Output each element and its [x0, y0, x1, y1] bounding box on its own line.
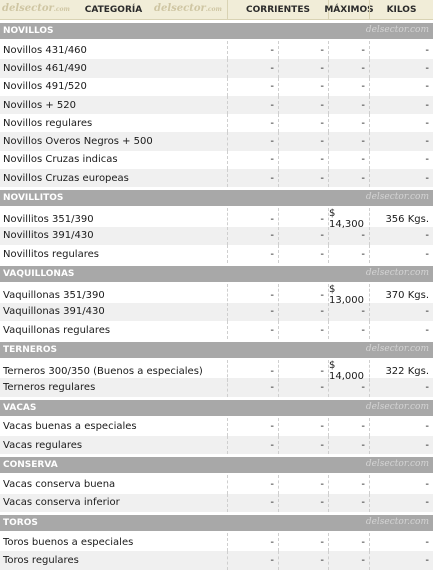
cell-maximos: - — [328, 41, 369, 59]
cell-kilos: - — [369, 114, 433, 132]
cell-categoria: Vaquillonas 391/430 — [3, 306, 105, 318]
cell-maximos: $ 13,000 — [328, 284, 369, 306]
cell-kilos: - — [369, 378, 433, 396]
cell-corrientes-1: - — [227, 303, 278, 321]
section-watermark: delsector.com — [365, 401, 429, 412]
cell-maximos: - — [328, 245, 369, 263]
table-row — [0, 245, 433, 263]
cell-maximos: - — [328, 533, 369, 551]
cell-corrientes-2: - — [278, 303, 328, 321]
cell-maximos: - — [328, 132, 369, 150]
cell-kilos: - — [369, 132, 433, 150]
section-title: VACAS — [3, 402, 37, 413]
cell-maximos: - — [328, 551, 369, 569]
table-row — [0, 533, 433, 551]
section-title: TOROS — [3, 517, 38, 528]
table-row — [0, 59, 433, 77]
section-title: NOVILLOS — [3, 26, 54, 36]
cell-corrientes-1: - — [227, 245, 278, 263]
cell-kilos: - — [369, 227, 433, 245]
section-header — [0, 266, 433, 282]
cell-corrientes-2: - — [278, 475, 328, 493]
cell-kilos: 356 Kgs. — [369, 208, 433, 230]
cell-corrientes-2: - — [278, 418, 328, 436]
header-maximos: MÁXIMOS — [328, 0, 369, 19]
cell-corrientes-1: - — [227, 227, 278, 245]
cell-corrientes-2: - — [278, 494, 328, 512]
cell-maximos: - — [328, 418, 369, 436]
cell-categoria: Toros buenos a especiales — [3, 536, 134, 548]
section-watermark: delsector.com — [365, 25, 429, 35]
section-header — [0, 190, 433, 206]
cell-corrientes-1: - — [227, 41, 278, 59]
cell-categoria: Novillos Overos Negros + 500 — [3, 136, 153, 148]
cell-kilos: - — [369, 321, 433, 339]
cell-corrientes-2: - — [278, 360, 328, 382]
cell-categoria: Novillos 431/460 — [3, 44, 87, 56]
cell-maximos: - — [328, 59, 369, 77]
table-row — [0, 475, 433, 493]
table-header — [0, 0, 433, 20]
section-watermark: delsector.com — [365, 516, 429, 527]
table-row — [0, 96, 433, 114]
cell-corrientes-1: - — [227, 378, 278, 396]
cell-kilos: - — [369, 41, 433, 59]
table-row — [0, 378, 433, 396]
cell-corrientes-1: - — [227, 360, 278, 382]
cell-kilos: - — [369, 59, 433, 77]
cell-maximos: - — [328, 436, 369, 454]
cell-categoria: Vacas conserva inferior — [3, 497, 120, 509]
section-header — [0, 342, 433, 358]
cell-kilos: - — [369, 418, 433, 436]
cell-corrientes-2: - — [278, 78, 328, 96]
table-row — [0, 494, 433, 512]
cell-kilos: - — [369, 151, 433, 169]
cell-kilos: - — [369, 475, 433, 493]
cell-corrientes-1: - — [227, 436, 278, 454]
cell-kilos: - — [369, 494, 433, 512]
cell-corrientes-1: - — [227, 114, 278, 132]
section-title: NOVILLITOS — [3, 193, 64, 204]
cell-categoria: Vacas conserva buena — [3, 478, 116, 490]
cell-categoria: Novillos + 520 — [3, 99, 77, 111]
watermark-logo: delsector.com — [2, 3, 70, 14]
cell-corrientes-1: - — [227, 494, 278, 512]
cell-kilos: - — [369, 303, 433, 321]
cell-categoria: Terneros regulares — [3, 382, 96, 394]
table-row — [0, 151, 433, 169]
cell-corrientes-1: - — [227, 151, 278, 169]
cell-categoria: Vacas regulares — [3, 439, 83, 451]
cell-kilos: - — [369, 96, 433, 114]
cell-categoria: Novillos 461/490 — [3, 62, 87, 74]
table-row — [0, 227, 433, 245]
cell-corrientes-1: - — [227, 78, 278, 96]
header-categoria — [0, 0, 227, 19]
cell-corrientes-2: - — [278, 533, 328, 551]
cell-maximos: - — [328, 151, 369, 169]
table-row — [0, 551, 433, 569]
section-header — [0, 457, 433, 473]
cell-maximos: - — [328, 169, 369, 187]
table-body — [0, 23, 433, 570]
cell-maximos: - — [328, 494, 369, 512]
cell-corrientes-1: - — [227, 533, 278, 551]
table-row — [0, 169, 433, 187]
section-watermark: delsector.com — [365, 268, 429, 279]
cell-kilos: - — [369, 551, 433, 569]
cell-corrientes-2: - — [278, 59, 328, 77]
cell-kilos: - — [369, 533, 433, 551]
section-header — [0, 23, 433, 39]
table-row — [0, 303, 433, 321]
cell-maximos: $ 14,300 — [328, 208, 369, 230]
cell-kilos: - — [369, 78, 433, 96]
cell-corrientes-2: - — [278, 227, 328, 245]
cell-corrientes-2: - — [278, 551, 328, 569]
table-row — [0, 284, 433, 307]
cell-corrientes-1: - — [227, 284, 278, 306]
cell-categoria: Novillos regulares — [3, 117, 93, 129]
cell-maximos: - — [328, 78, 369, 96]
cell-corrientes-2: - — [278, 321, 328, 339]
cell-kilos: - — [369, 436, 433, 454]
cell-corrientes-1: - — [227, 418, 278, 436]
cell-corrientes-1: - — [227, 59, 278, 77]
table-row — [0, 78, 433, 96]
watermark-logo: delsector.com — [154, 3, 222, 14]
cell-corrientes-2: - — [278, 114, 328, 132]
section-header — [0, 400, 433, 416]
table-row — [0, 132, 433, 150]
section-title: CONSERVA — [3, 460, 58, 471]
cell-categoria: Novillitos 391/430 — [3, 230, 94, 242]
table-row — [0, 418, 433, 436]
cell-corrientes-1: - — [227, 132, 278, 150]
cell-categoria: Toros regulares — [3, 554, 79, 566]
header-categoria-label: CATEGORÍA — [84, 4, 143, 15]
section-title: VAQUILLONAS — [3, 269, 75, 280]
cell-corrientes-1: - — [227, 208, 278, 230]
cell-categoria: Novillitos 351/390 — [3, 213, 94, 225]
section-watermark: delsector.com — [365, 344, 429, 355]
cell-maximos: $ 14,000 — [328, 360, 369, 382]
header-kilos: KILOS — [369, 0, 433, 19]
cell-categoria: Novillos 491/520 — [3, 81, 87, 93]
table-row — [0, 114, 433, 132]
cell-corrientes-1: - — [227, 475, 278, 493]
cell-corrientes-2: - — [278, 96, 328, 114]
section-title: TERNEROS — [3, 345, 57, 356]
cell-corrientes-2: - — [278, 41, 328, 59]
section-watermark: delsector.com — [365, 192, 429, 203]
cell-categoria: Novillitos regulares — [3, 248, 99, 260]
cell-maximos: - — [328, 114, 369, 132]
section-watermark: delsector.com — [365, 459, 429, 470]
table-row — [0, 208, 433, 231]
table-row — [0, 436, 433, 454]
cell-kilos: - — [369, 245, 433, 263]
table-row — [0, 41, 433, 59]
cell-corrientes-2: - — [278, 378, 328, 396]
cell-categoria: Vacas buenas a especiales — [3, 421, 137, 433]
cell-kilos: 370 Kgs. — [369, 284, 433, 306]
cell-corrientes-2: - — [278, 284, 328, 306]
cell-corrientes-2: - — [278, 169, 328, 187]
cell-kilos: 322 Kgs. — [369, 360, 433, 382]
cell-maximos: - — [328, 378, 369, 396]
table-row — [0, 321, 433, 339]
cell-corrientes-2: - — [278, 151, 328, 169]
cell-categoria: Vaquillonas regulares — [3, 324, 111, 336]
cell-maximos: - — [328, 227, 369, 245]
cell-categoria: Novillos Cruzas indicas — [3, 154, 118, 166]
cell-categoria: Vaquillonas 351/390 — [3, 289, 105, 301]
cell-corrientes-1: - — [227, 96, 278, 114]
cell-categoria: Novillos Cruzas europeas — [3, 172, 129, 184]
table-row — [0, 360, 433, 383]
cell-maximos: - — [328, 96, 369, 114]
cell-corrientes-2: - — [278, 132, 328, 150]
header-corrientes: CORRIENTES — [227, 0, 328, 19]
section-header — [0, 515, 433, 531]
cell-corrientes-1: - — [227, 169, 278, 187]
cell-kilos: - — [369, 169, 433, 187]
cell-corrientes-2: - — [278, 436, 328, 454]
cell-corrientes-2: - — [278, 245, 328, 263]
cell-corrientes-1: - — [227, 321, 278, 339]
cell-categoria: Terneros 300/350 (Buenos a especiales) — [3, 365, 203, 377]
cell-corrientes-2: - — [278, 208, 328, 230]
cell-corrientes-1: - — [227, 551, 278, 569]
cell-maximos: - — [328, 475, 369, 493]
cell-maximos: - — [328, 321, 369, 339]
cell-maximos: - — [328, 303, 369, 321]
